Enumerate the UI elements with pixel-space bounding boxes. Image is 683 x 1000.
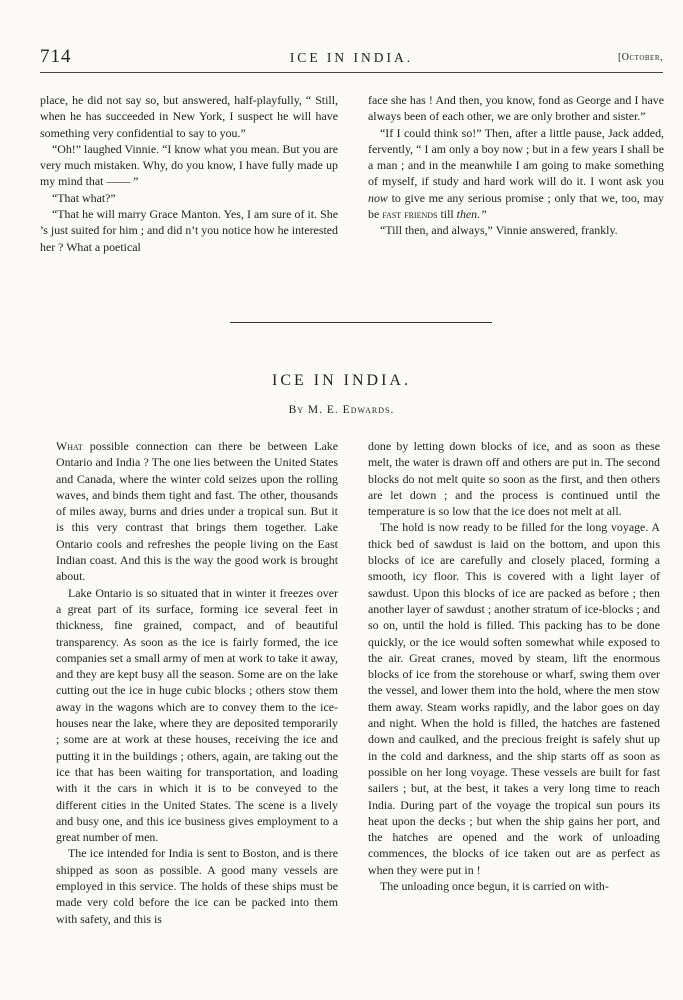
paragraph: The ice intended for India is sent to Boston, and is there shipped as soon as possible. A good many vessels are employed in this service. The holds of these ships must be made very cold before the ice can be packed into them with safety, and this is (56, 846, 338, 926)
header-rule (40, 72, 663, 73)
story-end-right-column (368, 92, 664, 239)
paragraph: done by letting down blocks of ice, and as soon as these melt, the water is drawn off and others are put in. The second blocks do not melt quite so soon as the first, and then others are let down ; and the process is continued until the temperature is so low that the ice does not melt at all. (368, 439, 660, 519)
paragraph: “Till then, and always,” Vinnie answered, frankly. (380, 223, 618, 238)
paragraph: face she has ! And then, you know, fond as George and I have always been of each other, we are only brother and sister.” (368, 93, 664, 124)
article-title: ICE IN INDIA. (272, 372, 411, 389)
running-title: ICE IN INDIA. (289, 50, 414, 65)
small-caps-phrase: fast friends (382, 207, 438, 222)
lead-word: What (56, 439, 83, 453)
article-right-column (368, 438, 660, 894)
page-header (40, 46, 663, 68)
paragraph: “That he will marry Grace Manton. Yes, I am sure of it. She ’s just suited for him ; and did n’t you notice how he interested her ? What a poetical (40, 207, 338, 254)
paragraph: The hold is now ready to be filled for the long voyage. A thick bed of sawdust is laid on the bottom, and upon this blocks of ice are carefully and closely placed, forming a smooth, icy floor. This is covered with a light layer of sawdust. Upon this blocks of ice are packed as before ; then another layer of sawdust ; another stratum of ice-blocks ; and so on, until the hold is filled. This packing has to be done quickly, or the ice would soften somewhat while exposed to the air. Great cranes, moved by steam, lift the enormous blocks of ice from the storehouse or wharf, swing them over the vessel, and lower them into the hold, where the men stow them away. Steam works rapidly, and the labor goes on day and night. When the hold is filled, the hatches are fastened down and caulked, and the precious freight is safely shut up in the cold and darkness, and the ship starts off as soon as possible on her long voyage. These vessels are built for fast sailers ; but, at the best, it takes a very long time to reach India. During part of the voyage the tropical sun pours its heat upon the decks ; but when the ship gains her port, and the hatches are opened and the work of unloading commences, the blocks of ice taken out are as perfect as when they were put in ! (368, 520, 660, 877)
section-divider (230, 322, 492, 323)
month-mark: [October, (617, 52, 663, 63)
paragraph: Lake Ontario is so situated that in winter it freezes over a great part of its surface, forming ice several feet in thickness, fine grained, compact, and of beautiful transparency. As soon as the ice is fairly formed, the ice companies set a small army of men at work to take it away, and they are kept busy all the season. Some are on the lake cutting out the ice in huge cubic blocks ; others stow them away in the wagons which are to convey them to the ice-houses near the lake, where they are deposited temporarily ; some are at work at these houses, receiving the ice and putting it in the buildings ; others, again, are taking out the ice that has been waiting for transportation, and loading with it the cars in which it is to be conveyed to the different cities in the United States. The scene is a lively and busy one, and this ice business gives employment to a great number of men. (56, 585, 338, 845)
article-left-column (56, 438, 338, 927)
emphasis: now (368, 190, 388, 205)
paragraph: What possible connection can there be between Lake Ontario and India ? The one lies between the United States and Canada, where the winter cold seizes upon the rolling waves, and binds them tight and fast. The other, thousands of miles away, burns and dries under a tropical sun. But it is this very contrast that brings them together. Lake Ontario cools and refreshes the people living on the East Indian coast. And this is the way the good work is brought about. (56, 439, 338, 584)
byline: By M. E. Edwards. (288, 404, 395, 416)
paragraph: “That what?” (52, 190, 116, 205)
story-end-left-column (40, 92, 338, 255)
paragraph: place, he did not say so, but answered, half-playfully, “ Still, when he has succeeded in New York, I suspect he will have something very confidential to say to you.” (40, 93, 338, 140)
paragraph: “If I could think so!” Then, after a little pause, Jack added, fervently, “ I am only a boy now ; but in a few years I shall be a man ; and in the meanwhile I am going to make something of myself, if study and hard work will do it. I wont ask you now to give me any serious promise ; only that we, too, may be fast friends till then.” (368, 125, 664, 222)
paragraph: “Oh!” laughed Vinnie. “I know what you mean. But you are very much mistaken. Why, do you know, I have fully made up my mind that —— ” (40, 141, 338, 189)
page-number: 714 (40, 46, 72, 67)
paragraph: The unloading once begun, it is carried on with- (380, 879, 609, 894)
emphasis: then.” (456, 207, 487, 222)
